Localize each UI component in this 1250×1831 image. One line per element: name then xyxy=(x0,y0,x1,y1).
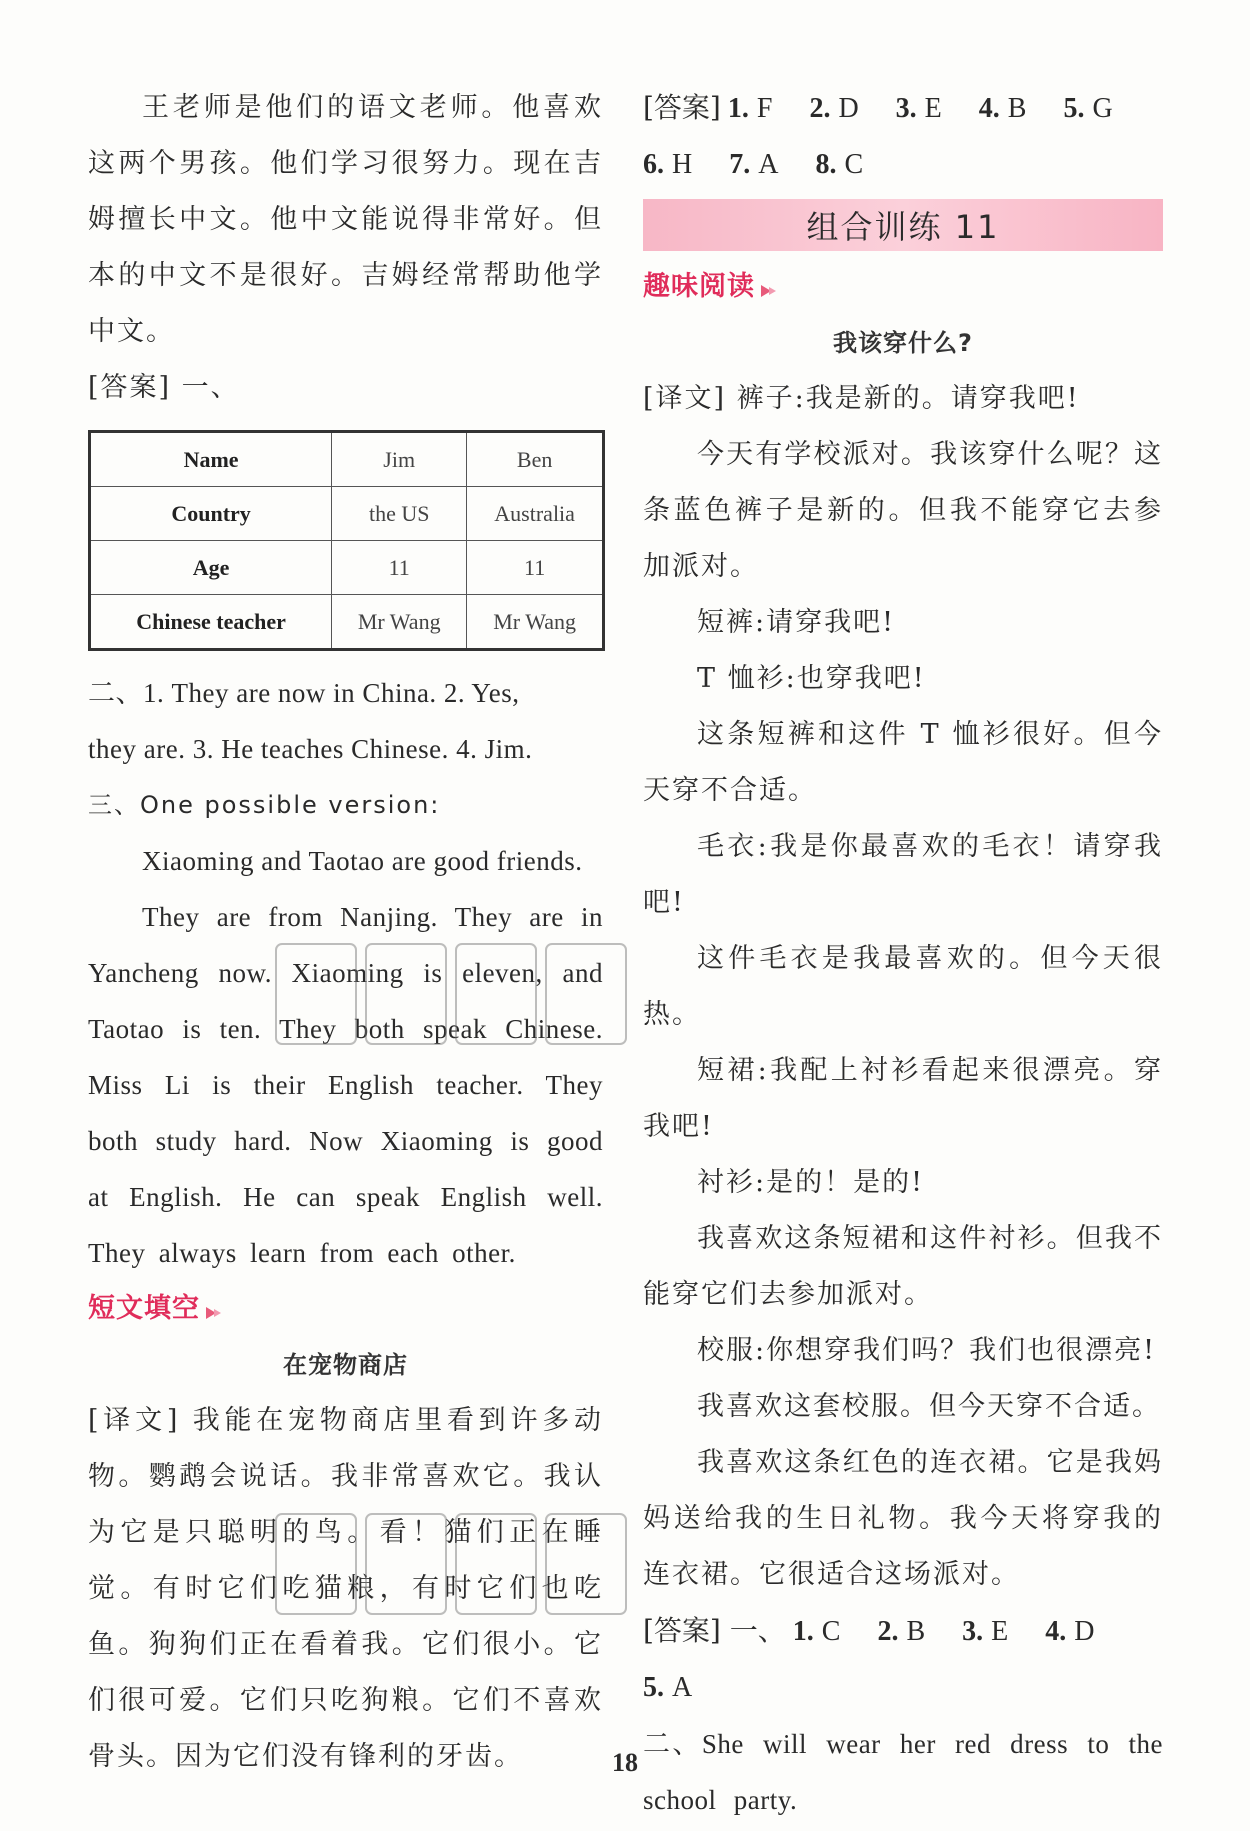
answer-number: 4. xyxy=(1045,1616,1067,1647)
answer-value: C xyxy=(844,149,864,180)
answer-number: 8. xyxy=(815,149,837,180)
essay-paragraph-1: Xiaoming and Taotao are good friends. xyxy=(142,846,583,876)
table-cell: 11 xyxy=(332,541,467,595)
arrow-icon xyxy=(769,287,776,295)
part3-label: 三、One possible version: xyxy=(88,791,441,819)
translation-paragraph: 王老师是他们的语文老师。他喜欢这两个男孩。他们学习很努力。现在吉姆擅长中文。他中文能说得非常好。但本的中文不是很好。吉姆经常帮助他学中文。 xyxy=(88,92,603,347)
section-heading-fun-reading xyxy=(643,259,1163,315)
answer-number: 4. xyxy=(978,93,1000,124)
page-number: 18 xyxy=(612,1748,638,1777)
table-row xyxy=(90,432,604,487)
table-header-cell: Jim xyxy=(332,432,467,487)
answer-label: [答案] 一、 xyxy=(643,1614,786,1647)
table-row xyxy=(90,541,604,595)
table-cell: the US xyxy=(332,487,467,541)
story-title: 我该穿什么? xyxy=(833,329,973,357)
banner-title: 组合训练 11 xyxy=(806,208,1000,246)
answer-number: 6. xyxy=(643,149,664,180)
story-line: 今天有学校派对。我该穿什么呢？这条蓝色裤子是新的。但我不能穿它去参加派对。 xyxy=(643,439,1163,582)
story-line: 我喜欢这条红色的连衣裙。它是我妈妈送给我的生日礼物。我今天将穿我的连衣裙。它很适合这场派对。 xyxy=(643,1447,1163,1590)
story-line: T 恤衫:也穿我吧! xyxy=(697,663,926,694)
final-answer-row xyxy=(643,1603,1163,1660)
part2-answers-line1: 二、1. They are now in China. 2. Yes, xyxy=(88,678,520,708)
answer-row-1 xyxy=(643,80,1163,137)
essay-paragraph-2: They are from Nanjing. They are in Yancheng now. Xiaoming is eleven, and Taotao is ten. They both speak Chinese. Miss Li is their English teacher. They both study hard. Now Xiaoming is good at English. He can speak English well. They always learn from each other. xyxy=(88,902,603,1268)
table-cell: Age xyxy=(90,541,332,595)
story-translation: [译文] 我能在宠物商店里看到许多动物。鹦鹉会说话。我非常喜欢它。我认为它是只聪明的鸟。看！猫们正在睡觉。有时它们吃猫粮，有时它们也吃鱼。狗狗们正在看着我。它们很小。它们很可爱。它们只吃狗粮。它们不喜欢骨头。因为它们没有锋利的牙齿。 xyxy=(88,1405,603,1772)
answer-value: H xyxy=(672,149,693,180)
section-heading-text: 短文填空 xyxy=(88,1293,200,1324)
part2-answers-line2: they are. 3. He teaches Chinese. 4. Jim. xyxy=(88,734,533,764)
story-line: 这条短裤和这件 T 恤衫很好。但今天穿不合适。 xyxy=(643,719,1163,806)
table-cell: Mr Wang xyxy=(332,595,467,650)
answer-label: [答案] xyxy=(643,91,721,124)
story-line: 我喜欢这套校服。但今天穿不合适。 xyxy=(697,1391,1161,1422)
answer-value: D xyxy=(1074,1616,1095,1647)
answer-number: 3. xyxy=(962,1616,984,1647)
answer-value: A xyxy=(758,149,779,180)
answer-table xyxy=(88,430,605,651)
table-cell: Country xyxy=(90,487,332,541)
answer-value: F xyxy=(756,93,773,124)
story-line: 衬衫:是的！是的! xyxy=(697,1167,924,1198)
table-header-cell: Ben xyxy=(467,432,604,487)
answer-value: B xyxy=(906,1616,926,1647)
table-cell: 11 xyxy=(467,541,604,595)
answer-number: 5. xyxy=(643,1672,664,1703)
story-title: 在宠物商店 xyxy=(283,1351,408,1379)
story-line: 这件毛衣是我最喜欢的。但今天很热。 xyxy=(643,943,1163,1030)
right-column xyxy=(643,80,1163,1828)
watermark-graphic xyxy=(270,930,630,1060)
answer-value: D xyxy=(838,93,859,124)
table-cell: Mr Wang xyxy=(467,595,604,650)
story-line: 毛衣:我是你最喜欢的毛衣！请穿我吧! xyxy=(643,831,1163,918)
answer-label: [答案] 一、 xyxy=(88,372,240,403)
story-line: 短裙:我配上衬衫看起来很漂亮。穿我吧! xyxy=(643,1055,1163,1142)
story-line: [译文] 裤子:我是新的。请穿我吧! xyxy=(643,383,1080,414)
lesson-banner xyxy=(643,199,1163,251)
story-line: 短裤:请穿我吧! xyxy=(697,607,895,638)
answer-number: 1. xyxy=(792,1616,814,1647)
answer-row-2 xyxy=(643,137,1163,193)
answer-value: G xyxy=(1092,93,1113,124)
table-row xyxy=(90,595,604,650)
arrow-icon xyxy=(214,1309,221,1317)
answer-number: 7. xyxy=(729,149,751,180)
final-answer-row-2 xyxy=(643,1660,1163,1716)
section-heading-fill-blanks xyxy=(88,1281,603,1337)
answer-number: 2. xyxy=(809,93,831,124)
part2-answer: 二、She will wear her red dress to the school party. xyxy=(643,1729,1163,1815)
answer-number: 2. xyxy=(877,1616,899,1647)
answer-value: E xyxy=(991,1616,1009,1647)
answer-number: 3. xyxy=(895,93,917,124)
table-cell: Chinese teacher xyxy=(90,595,332,650)
answer-value: B xyxy=(1007,93,1027,124)
answer-value: E xyxy=(924,93,942,124)
answer-number: 5. xyxy=(1063,93,1085,124)
story-line: 我喜欢这条短裙和这件衬衫。但我不能穿它们去参加派对。 xyxy=(643,1223,1163,1310)
table-cell: Australia xyxy=(467,487,604,541)
answer-value: C xyxy=(821,1616,841,1647)
answer-value: A xyxy=(672,1672,693,1703)
table-header-cell: Name xyxy=(90,432,332,487)
story-line: 校服:你想穿我们吗？我们也很漂亮! xyxy=(697,1335,1156,1366)
table-row xyxy=(90,487,604,541)
answer-number: 1. xyxy=(727,93,749,124)
watermark-graphic xyxy=(270,1500,630,1630)
section-heading-text: 趣味阅读 xyxy=(643,271,755,302)
